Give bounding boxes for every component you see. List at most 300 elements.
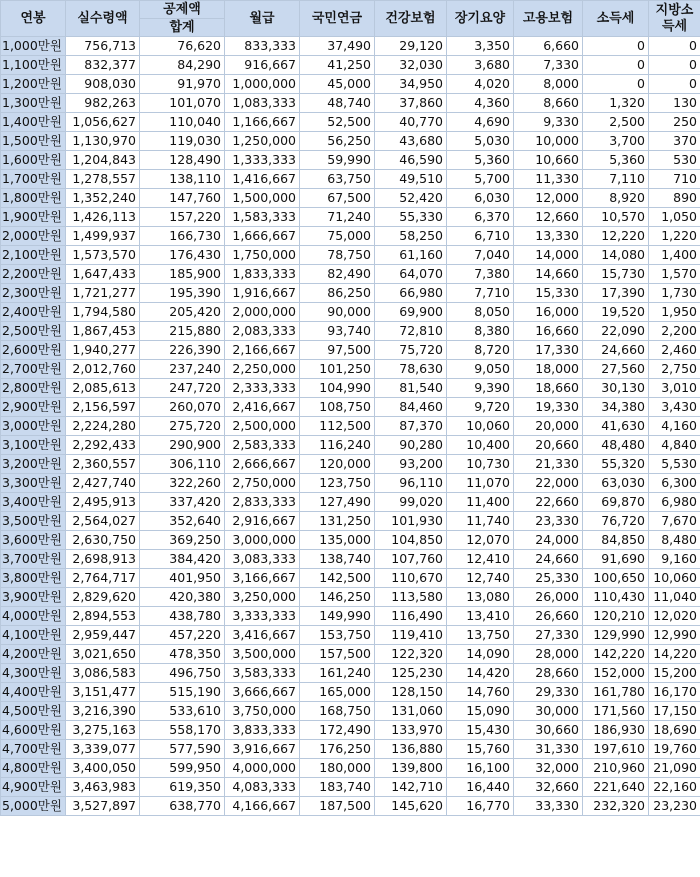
header-local-tax: 지방소득세	[649, 1, 700, 37]
cell-annual: 2,500만원	[1, 322, 66, 341]
cell-local-tax: 2,460	[649, 341, 700, 360]
cell-local-tax: 2,200	[649, 322, 700, 341]
cell-monthly: 2,166,667	[225, 341, 300, 360]
cell-local-tax: 2,750	[649, 360, 700, 379]
table-row	[1, 170, 700, 189]
cell-income-tax: 55,320	[583, 455, 649, 474]
cell-annual: 1,800만원	[1, 189, 66, 208]
cell-income-tax: 142,220	[583, 645, 649, 664]
cell-monthly: 3,666,667	[225, 683, 300, 702]
cell-net: 908,030	[66, 75, 140, 94]
cell-health: 119,410	[375, 626, 447, 645]
cell-net: 1,647,433	[66, 265, 140, 284]
cell-health: 110,670	[375, 569, 447, 588]
cell-local-tax: 7,670	[649, 512, 700, 531]
cell-annual: 4,400만원	[1, 683, 66, 702]
cell-health: 107,760	[375, 550, 447, 569]
cell-deduction: 638,770	[140, 797, 225, 816]
table-row	[1, 455, 700, 474]
cell-health: 52,420	[375, 189, 447, 208]
cell-local-tax: 1,570	[649, 265, 700, 284]
cell-employment: 14,000	[514, 246, 583, 265]
cell-deduction: 533,610	[140, 702, 225, 721]
cell-net: 832,377	[66, 56, 140, 75]
cell-monthly: 3,083,333	[225, 550, 300, 569]
cell-pension: 123,750	[300, 474, 375, 493]
cell-income-tax: 3,700	[583, 132, 649, 151]
cell-annual: 2,400만원	[1, 303, 66, 322]
cell-employment: 18,660	[514, 379, 583, 398]
cell-health: 104,850	[375, 531, 447, 550]
table-row	[1, 37, 700, 56]
cell-pension: 63,750	[300, 170, 375, 189]
cell-monthly: 2,666,667	[225, 455, 300, 474]
cell-deduction: 91,970	[140, 75, 225, 94]
cell-longterm: 12,410	[447, 550, 514, 569]
cell-longterm: 5,700	[447, 170, 514, 189]
cell-deduction: 166,730	[140, 227, 225, 246]
cell-longterm: 15,430	[447, 721, 514, 740]
cell-net: 982,263	[66, 94, 140, 113]
table-row	[1, 474, 700, 493]
table-row	[1, 626, 700, 645]
cell-monthly: 916,667	[225, 56, 300, 75]
cell-annual: 3,800만원	[1, 569, 66, 588]
cell-pension: 90,000	[300, 303, 375, 322]
cell-local-tax: 1,730	[649, 284, 700, 303]
cell-monthly: 1,083,333	[225, 94, 300, 113]
cell-income-tax: 186,930	[583, 721, 649, 740]
cell-health: 145,620	[375, 797, 447, 816]
cell-health: 43,680	[375, 132, 447, 151]
cell-monthly: 4,000,000	[225, 759, 300, 778]
cell-net: 3,400,050	[66, 759, 140, 778]
table-row	[1, 588, 700, 607]
cell-employment: 13,330	[514, 227, 583, 246]
cell-annual: 2,100만원	[1, 246, 66, 265]
header-annual: 연봉	[1, 1, 66, 37]
cell-local-tax: 0	[649, 56, 700, 75]
cell-income-tax: 22,090	[583, 322, 649, 341]
cell-longterm: 14,090	[447, 645, 514, 664]
cell-employment: 10,660	[514, 151, 583, 170]
cell-health: 101,930	[375, 512, 447, 531]
cell-employment: 16,000	[514, 303, 583, 322]
cell-longterm: 10,730	[447, 455, 514, 474]
cell-health: 113,580	[375, 588, 447, 607]
cell-monthly: 1,750,000	[225, 246, 300, 265]
cell-health: 84,460	[375, 398, 447, 417]
cell-income-tax: 2,500	[583, 113, 649, 132]
cell-deduction: 438,780	[140, 607, 225, 626]
cell-deduction: 369,250	[140, 531, 225, 550]
cell-longterm: 15,760	[447, 740, 514, 759]
cell-income-tax: 76,720	[583, 512, 649, 531]
cell-income-tax: 12,220	[583, 227, 649, 246]
cell-health: 136,880	[375, 740, 447, 759]
cell-net: 2,829,620	[66, 588, 140, 607]
cell-annual: 4,700만원	[1, 740, 66, 759]
cell-income-tax: 110,430	[583, 588, 649, 607]
cell-health: 58,250	[375, 227, 447, 246]
cell-employment: 22,660	[514, 493, 583, 512]
cell-annual: 2,700만원	[1, 360, 66, 379]
cell-monthly: 3,833,333	[225, 721, 300, 740]
cell-employment: 18,000	[514, 360, 583, 379]
cell-pension: 120,000	[300, 455, 375, 474]
cell-annual: 2,600만원	[1, 341, 66, 360]
cell-annual: 2,200만원	[1, 265, 66, 284]
cell-local-tax: 15,200	[649, 664, 700, 683]
cell-pension: 149,990	[300, 607, 375, 626]
cell-employment: 11,330	[514, 170, 583, 189]
cell-longterm: 12,070	[447, 531, 514, 550]
cell-health: 37,860	[375, 94, 447, 113]
cell-employment: 22,000	[514, 474, 583, 493]
cell-net: 2,564,027	[66, 512, 140, 531]
cell-local-tax: 21,090	[649, 759, 700, 778]
cell-health: 142,710	[375, 778, 447, 797]
table-row	[1, 151, 700, 170]
cell-health: 96,110	[375, 474, 447, 493]
cell-annual: 4,800만원	[1, 759, 66, 778]
cell-income-tax: 152,000	[583, 664, 649, 683]
table-row	[1, 797, 700, 816]
cell-longterm: 11,400	[447, 493, 514, 512]
table-row	[1, 265, 700, 284]
table-row	[1, 778, 700, 797]
cell-employment: 19,330	[514, 398, 583, 417]
cell-deduction: 157,220	[140, 208, 225, 227]
cell-local-tax: 11,040	[649, 588, 700, 607]
cell-pension: 168,750	[300, 702, 375, 721]
cell-local-tax: 0	[649, 37, 700, 56]
cell-annual: 2,900만원	[1, 398, 66, 417]
cell-longterm: 16,770	[447, 797, 514, 816]
cell-health: 131,060	[375, 702, 447, 721]
cell-income-tax: 161,780	[583, 683, 649, 702]
cell-monthly: 2,750,000	[225, 474, 300, 493]
cell-health: 99,020	[375, 493, 447, 512]
cell-annual: 1,200만원	[1, 75, 66, 94]
cell-longterm: 13,080	[447, 588, 514, 607]
cell-local-tax: 16,170	[649, 683, 700, 702]
cell-annual: 4,300만원	[1, 664, 66, 683]
cell-income-tax: 19,520	[583, 303, 649, 322]
cell-longterm: 6,370	[447, 208, 514, 227]
cell-deduction: 352,640	[140, 512, 225, 531]
cell-monthly: 1,916,667	[225, 284, 300, 303]
cell-annual: 3,400만원	[1, 493, 66, 512]
cell-income-tax: 120,210	[583, 607, 649, 626]
cell-local-tax: 6,980	[649, 493, 700, 512]
cell-local-tax: 6,300	[649, 474, 700, 493]
cell-net: 1,794,580	[66, 303, 140, 322]
cell-net: 3,527,897	[66, 797, 140, 816]
cell-pension: 67,500	[300, 189, 375, 208]
cell-longterm: 7,040	[447, 246, 514, 265]
cell-income-tax: 0	[583, 75, 649, 94]
table-row	[1, 607, 700, 626]
cell-health: 116,490	[375, 607, 447, 626]
cell-income-tax: 0	[583, 56, 649, 75]
cell-net: 1,056,627	[66, 113, 140, 132]
table-row	[1, 512, 700, 531]
cell-employment: 33,330	[514, 797, 583, 816]
cell-monthly: 3,250,000	[225, 588, 300, 607]
cell-net: 2,630,750	[66, 531, 140, 550]
cell-monthly: 2,250,000	[225, 360, 300, 379]
table-row	[1, 493, 700, 512]
cell-local-tax: 14,220	[649, 645, 700, 664]
cell-deduction: 275,720	[140, 417, 225, 436]
cell-health: 122,320	[375, 645, 447, 664]
header-net: 실수령액	[66, 1, 140, 37]
table-row	[1, 550, 700, 569]
cell-income-tax: 15,730	[583, 265, 649, 284]
cell-monthly: 1,500,000	[225, 189, 300, 208]
cell-monthly: 1,333,333	[225, 151, 300, 170]
cell-net: 2,156,597	[66, 398, 140, 417]
cell-annual: 3,100만원	[1, 436, 66, 455]
cell-pension: 153,750	[300, 626, 375, 645]
cell-deduction: 226,390	[140, 341, 225, 360]
cell-health: 34,950	[375, 75, 447, 94]
table-row	[1, 436, 700, 455]
cell-longterm: 3,350	[447, 37, 514, 56]
cell-income-tax: 232,320	[583, 797, 649, 816]
cell-monthly: 2,583,333	[225, 436, 300, 455]
cell-net: 1,130,970	[66, 132, 140, 151]
cell-annual: 1,500만원	[1, 132, 66, 151]
cell-deduction: 76,620	[140, 37, 225, 56]
cell-longterm: 4,690	[447, 113, 514, 132]
cell-pension: 56,250	[300, 132, 375, 151]
table-row	[1, 75, 700, 94]
cell-net: 2,360,557	[66, 455, 140, 474]
cell-employment: 21,330	[514, 455, 583, 474]
table-row	[1, 664, 700, 683]
cell-deduction: 401,950	[140, 569, 225, 588]
cell-longterm: 14,760	[447, 683, 514, 702]
cell-health: 61,160	[375, 246, 447, 265]
cell-pension: 75,000	[300, 227, 375, 246]
cell-monthly: 1,250,000	[225, 132, 300, 151]
cell-pension: 37,490	[300, 37, 375, 56]
cell-annual: 3,000만원	[1, 417, 66, 436]
cell-income-tax: 100,650	[583, 569, 649, 588]
cell-deduction: 496,750	[140, 664, 225, 683]
cell-income-tax: 84,850	[583, 531, 649, 550]
cell-income-tax: 14,080	[583, 246, 649, 265]
cell-annual: 3,600만원	[1, 531, 66, 550]
cell-net: 756,713	[66, 37, 140, 56]
cell-net: 2,292,433	[66, 436, 140, 455]
cell-monthly: 1,666,667	[225, 227, 300, 246]
cell-longterm: 10,400	[447, 436, 514, 455]
cell-health: 69,900	[375, 303, 447, 322]
cell-annual: 4,100만원	[1, 626, 66, 645]
cell-monthly: 3,916,667	[225, 740, 300, 759]
table-row	[1, 284, 700, 303]
table-row	[1, 56, 700, 75]
cell-longterm: 6,710	[447, 227, 514, 246]
cell-deduction: 237,240	[140, 360, 225, 379]
cell-deduction: 247,720	[140, 379, 225, 398]
cell-employment: 26,660	[514, 607, 583, 626]
cell-local-tax: 250	[649, 113, 700, 132]
cell-monthly: 2,333,333	[225, 379, 300, 398]
cell-deduction: 290,900	[140, 436, 225, 455]
cell-pension: 93,740	[300, 322, 375, 341]
cell-deduction: 457,220	[140, 626, 225, 645]
table-row	[1, 379, 700, 398]
cell-deduction: 577,590	[140, 740, 225, 759]
cell-pension: 48,740	[300, 94, 375, 113]
cell-income-tax: 69,870	[583, 493, 649, 512]
cell-annual: 1,300만원	[1, 94, 66, 113]
cell-monthly: 4,083,333	[225, 778, 300, 797]
cell-annual: 1,700만원	[1, 170, 66, 189]
table-row	[1, 702, 700, 721]
cell-pension: 112,500	[300, 417, 375, 436]
cell-annual: 4,000만원	[1, 607, 66, 626]
cell-employment: 31,330	[514, 740, 583, 759]
cell-longterm: 3,680	[447, 56, 514, 75]
cell-deduction: 420,380	[140, 588, 225, 607]
cell-income-tax: 1,320	[583, 94, 649, 113]
cell-employment: 28,000	[514, 645, 583, 664]
cell-health: 90,280	[375, 436, 447, 455]
cell-monthly: 1,416,667	[225, 170, 300, 189]
cell-health: 55,330	[375, 208, 447, 227]
cell-employment: 32,660	[514, 778, 583, 797]
cell-deduction: 185,900	[140, 265, 225, 284]
cell-employment: 12,000	[514, 189, 583, 208]
cell-net: 1,867,453	[66, 322, 140, 341]
cell-employment: 27,330	[514, 626, 583, 645]
cell-net: 2,959,447	[66, 626, 140, 645]
cell-employment: 25,330	[514, 569, 583, 588]
cell-longterm: 9,050	[447, 360, 514, 379]
cell-monthly: 1,166,667	[225, 113, 300, 132]
cell-net: 3,021,650	[66, 645, 140, 664]
cell-monthly: 1,000,000	[225, 75, 300, 94]
cell-employment: 8,660	[514, 94, 583, 113]
table-row	[1, 360, 700, 379]
cell-monthly: 3,416,667	[225, 626, 300, 645]
cell-local-tax: 10,060	[649, 569, 700, 588]
cell-annual: 2,000만원	[1, 227, 66, 246]
cell-local-tax: 1,400	[649, 246, 700, 265]
cell-health: 72,810	[375, 322, 447, 341]
cell-monthly: 3,500,000	[225, 645, 300, 664]
cell-longterm: 13,410	[447, 607, 514, 626]
table-row	[1, 303, 700, 322]
cell-pension: 131,250	[300, 512, 375, 531]
cell-net: 1,426,113	[66, 208, 140, 227]
cell-income-tax: 41,630	[583, 417, 649, 436]
cell-monthly: 3,000,000	[225, 531, 300, 550]
cell-annual: 5,000만원	[1, 797, 66, 816]
table-row	[1, 569, 700, 588]
cell-deduction: 195,390	[140, 284, 225, 303]
cell-longterm: 14,420	[447, 664, 514, 683]
cell-local-tax: 1,950	[649, 303, 700, 322]
cell-deduction: 176,430	[140, 246, 225, 265]
cell-net: 2,085,613	[66, 379, 140, 398]
cell-pension: 180,000	[300, 759, 375, 778]
cell-annual: 4,600만원	[1, 721, 66, 740]
cell-health: 125,230	[375, 664, 447, 683]
cell-employment: 14,660	[514, 265, 583, 284]
cell-pension: 135,000	[300, 531, 375, 550]
cell-income-tax: 34,380	[583, 398, 649, 417]
cell-pension: 176,250	[300, 740, 375, 759]
cell-longterm: 7,710	[447, 284, 514, 303]
header-health: 건강보험	[375, 1, 447, 37]
cell-deduction: 515,190	[140, 683, 225, 702]
table-row	[1, 645, 700, 664]
cell-monthly: 4,166,667	[225, 797, 300, 816]
cell-monthly: 3,583,333	[225, 664, 300, 683]
cell-income-tax: 30,130	[583, 379, 649, 398]
table-row	[1, 227, 700, 246]
cell-local-tax: 130	[649, 94, 700, 113]
table-row	[1, 189, 700, 208]
cell-deduction: 260,070	[140, 398, 225, 417]
cell-net: 3,463,983	[66, 778, 140, 797]
cell-pension: 146,250	[300, 588, 375, 607]
cell-net: 1,573,570	[66, 246, 140, 265]
cell-net: 3,086,583	[66, 664, 140, 683]
table-row	[1, 132, 700, 151]
cell-employment: 23,330	[514, 512, 583, 531]
cell-deduction: 306,110	[140, 455, 225, 474]
cell-health: 40,770	[375, 113, 447, 132]
cell-health: 128,150	[375, 683, 447, 702]
cell-monthly: 3,333,333	[225, 607, 300, 626]
cell-pension: 108,750	[300, 398, 375, 417]
cell-net: 1,940,277	[66, 341, 140, 360]
cell-annual: 3,500만원	[1, 512, 66, 531]
cell-local-tax: 3,430	[649, 398, 700, 417]
table-row	[1, 721, 700, 740]
cell-annual: 3,300만원	[1, 474, 66, 493]
cell-local-tax: 0	[649, 75, 700, 94]
cell-employment: 16,660	[514, 322, 583, 341]
cell-local-tax: 4,160	[649, 417, 700, 436]
cell-income-tax: 24,660	[583, 341, 649, 360]
cell-health: 32,030	[375, 56, 447, 75]
cell-deduction: 599,950	[140, 759, 225, 778]
cell-health: 81,540	[375, 379, 447, 398]
cell-longterm: 11,740	[447, 512, 514, 531]
cell-annual: 1,900만원	[1, 208, 66, 227]
cell-annual: 1,100만원	[1, 56, 66, 75]
cell-pension: 172,490	[300, 721, 375, 740]
header-pension: 국민연금	[300, 1, 375, 37]
table-row	[1, 94, 700, 113]
cell-local-tax: 3,010	[649, 379, 700, 398]
cell-longterm: 10,060	[447, 417, 514, 436]
cell-income-tax: 10,570	[583, 208, 649, 227]
table-row	[1, 531, 700, 550]
cell-local-tax: 8,480	[649, 531, 700, 550]
cell-longterm: 5,360	[447, 151, 514, 170]
table-row	[1, 113, 700, 132]
cell-employment: 10,000	[514, 132, 583, 151]
